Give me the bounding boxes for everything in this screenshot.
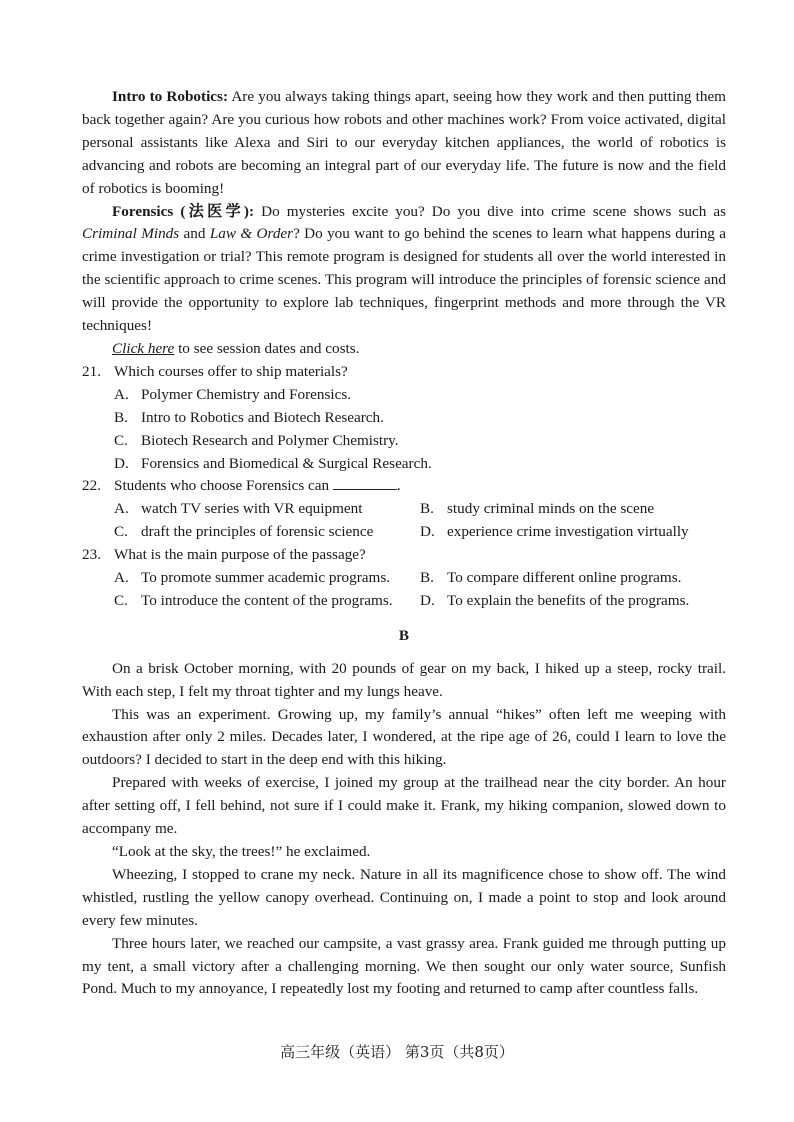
- forensics-heading: Forensics (法医学):: [112, 202, 255, 220]
- question-22: [82, 475, 726, 544]
- stem-end: .: [396, 477, 401, 495]
- option-letter: A.: [114, 500, 129, 518]
- option: [114, 453, 726, 476]
- option-letter: B.: [114, 408, 128, 426]
- question-number: 22.: [82, 477, 101, 495]
- option-letter: D.: [420, 591, 435, 609]
- option-text: watch TV series with VR equipment: [141, 500, 363, 518]
- option: [114, 407, 726, 430]
- option: [420, 567, 681, 590]
- robotics-text: Are you always taking things apart, seeing how they work and then putting them back together again? Are you curious how robots and other machines work? From voice activated, digital personal assistants like Alexa and Siri to our everyday kitchen appliances, the world of robotics is advancing and robots are becoming an integral part of our everyday life. The future is now and the field of robotics is booming!: [82, 88, 726, 197]
- option: [114, 521, 420, 544]
- robotics-heading: Intro to Robotics:: [112, 88, 229, 105]
- page-footer: 高三年级（英语） 第3页（共8页）: [280, 1043, 514, 1061]
- option: [420, 498, 654, 521]
- question-stem: What is the main purpose of the passage?: [114, 546, 366, 564]
- option-text: To compare different online programs.: [447, 569, 682, 587]
- option-text: To introduce the content of the programs.: [141, 591, 393, 609]
- click-here-link[interactable]: Click here: [112, 339, 175, 357]
- question-23: [82, 544, 726, 613]
- option: [114, 430, 726, 453]
- passage-b-paragraph: Wheezing, I stopped to crane my neck. Nature in all its magnificence chose to show off. The wind whistled, rustling the yellow canopy overhead. Continuing on, I made a point to stop and look around every few minutes.: [82, 865, 726, 929]
- option-text: Forensics and Biomedical & Surgical Research.: [141, 454, 432, 472]
- option-text: study criminal minds on the scene: [447, 500, 655, 518]
- question-21: [82, 361, 726, 476]
- option: [114, 384, 726, 407]
- option-text: experience crime investigation virtually: [447, 523, 689, 541]
- option-text: To explain the benefits of the programs.: [447, 591, 690, 609]
- option-letter: D.: [420, 523, 435, 541]
- option: [114, 498, 420, 521]
- forensics-text: and: [179, 225, 210, 243]
- option-letter: B.: [420, 569, 434, 587]
- option-text: Intro to Robotics and Biotech Research.: [141, 408, 384, 426]
- option-text: draft the principles of forensic science: [141, 523, 374, 541]
- robotics-paragraph: [82, 86, 726, 201]
- passage-b-paragraph: Prepared with weeks of exercise, I joined my group at the trailhead near the city border. An hour after setting off, I fell behind, not sure if I could make it. Frank, my hiking companion, slowed down to accompany me.: [82, 774, 726, 838]
- question-number: 23.: [82, 546, 101, 564]
- link-paragraph: [82, 338, 726, 361]
- option: [420, 590, 689, 613]
- option: [114, 567, 420, 590]
- passage-b-paragraph: Three hours later, we reached our campsite, a vast grassy area. Frank guided me through putting up my tent, a small victory after a challenging morning. We then sought our only water source, Sunfish Pond. Much to my annoyance, I repeatedly lost my footing and returned to camp after countless falls.: [82, 934, 726, 998]
- passage-b-paragraph: “Look at the sky, the trees!” he exclaimed.: [112, 843, 371, 860]
- option-text: Polymer Chemistry and Forensics.: [141, 385, 352, 403]
- question-stem: Students who choose Forensics can: [114, 477, 330, 495]
- question-number: 21.: [82, 362, 101, 380]
- option-text: Biotech Research and Polymer Chemistry.: [141, 431, 399, 449]
- option-letter: A.: [114, 385, 129, 403]
- option-text: To promote summer academic programs.: [141, 569, 391, 587]
- answer-blank: [333, 475, 397, 490]
- forensics-text: Do mysteries excite you? Do you dive into crime scene shows such as: [254, 202, 726, 220]
- passage-b-paragraph: This was an experiment. Growing up, my family’s annual “hikes” often left me weeping with exhaustion after only 2 miles. Decades later, I wondered, at the ripe age of 26, could I learn to love the outdoors? I decided to start in the deep end with this hiking.: [82, 705, 726, 769]
- option-letter: C.: [114, 431, 128, 449]
- forensics-text: ? Do you want to go behind the scenes to learn what happens during a crime investigation or trial? This remote program is designed for students all over the world interested in the scientific approach to crime scenes. This program will introduce the principles of forensic science and will provide the opportunity to explore lab techniques, fingerprint methods and more through the VR techniques!: [82, 225, 726, 335]
- option: [114, 590, 420, 613]
- option-letter: D.: [114, 454, 129, 472]
- passage-b-paragraph: On a brisk October morning, with 20 pounds of gear on my back, I hiked up a steep, rocky trail. With each step, I felt my throat tighter and my lungs heave.: [82, 659, 726, 700]
- link-text: to see session dates and costs.: [174, 339, 360, 357]
- section-b-title: B: [398, 626, 410, 644]
- option: [420, 521, 689, 544]
- question-stem: Which courses offer to ship materials?: [114, 362, 348, 380]
- show-title: Criminal Minds: [82, 225, 180, 243]
- exam-page: [82, 86, 726, 1001]
- show-title: Law & Order: [209, 225, 294, 243]
- option-letter: C.: [114, 591, 128, 609]
- option-letter: C.: [114, 523, 128, 541]
- option-letter: B.: [420, 500, 434, 518]
- forensics-paragraph: [82, 201, 726, 338]
- option-letter: A.: [114, 569, 129, 587]
